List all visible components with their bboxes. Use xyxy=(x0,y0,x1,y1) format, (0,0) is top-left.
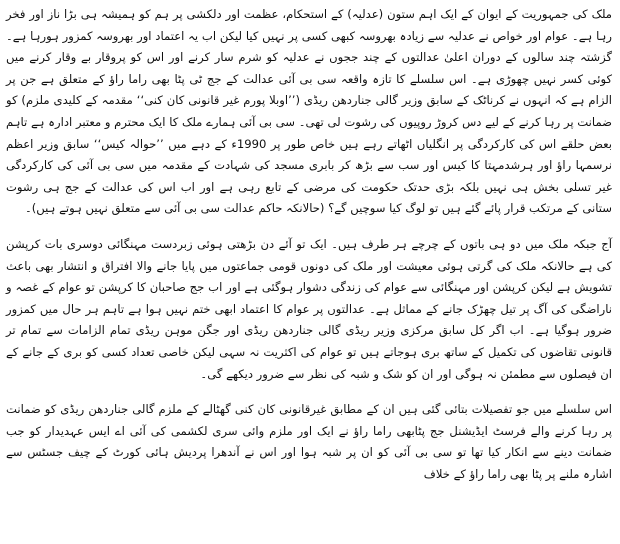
article-paragraph-1: ملک کی جمہوریت کے ایوان کے ایک اہم ستون (عدلیہ) کے استحکام، عظمت اور دلکشی پر ہم کو ہمیشہ ہی بڑا ناز اور فخر رہا ہے۔ عوام اور خواص نے عدلیہ سے زیادہ بھروسہ کبھی کسی پر نہیں کیا لیکن اب یہ اعتماد اور بھروسہ کمزور ہورہا ہے۔ گزشتہ چند سالوں کے دوران اعلیٰ عدالتوں کے چند ججوں نے عدلیہ کو شرم سار کرنے اور اس کو پروقار بے وقار کرنے میں کوئی کسر نہیں چھوڑی ہے۔ اس سلسلے کا تازہ واقعہ سی بی آئی عدالت کے جج ٹی پٹا بھی راما راؤ کے متعلق ہے جن پر الزام ہے کہ انہوں نے کرناٹک کے سابق وزیر گالی جناردھن ریڈی (’’اوبلا پورم غیر قانونی کان کنی‘‘ مقدمہ کے کلیدی ملزم) کو ضمانت پر رہا کرنے کے لیے دس کروڑ روپیوں کی رشوت لی تھی۔ سی بی آئی ہمارے ملک کا ایک محترم و معتبر ادارہ ہے تاہم بعض حلقے اس کی کارکردگی پر انگلیاں اٹھاتے رہے ہیں خاص طور پر 1990ء کے دہے میں ’’حوالہ کیس‘‘ سابق وزیر اعظم نرسمہا راؤ اور ہرشدمہتا کا کیس اور سب سے بڑھ کر بابری مسجد کی شہادت کے مقدمہ میں سی بی آئی کی کارکردگی غیر تسلی بخش ہی نہیں بلکہ بڑی حدتک حکومت کی مرضی کے تابع رہی ہے اور اب اس کی عدالت کے جج ہی رشوت ستانی کے مرتکب قرار پائے گئے ہیں تو لوگ کیا سوچیں گے؟ (حالانکہ حاکم عدالت سی بی آئی سے متعلق نہیں ہوتے ہیں)۔ xyxy=(6,7,612,216)
article-paragraph-3: اس سلسلے میں جو تفصیلات بتائی گئی ہیں ان کے مطابق غیرقانونی کان کنی گھٹالے کے ملزم گالی جناردھن ریڈی کو ضمانت پر رہا کرنے والے فرسٹ ایڈیشنل جج پٹابھی راما راؤ نے ایک اور ملزم وائی سری لکشمی کی آئی اے ایس عہدیدار کو جب ضمانت دینے سے انکار کیا تھا تو سی بی آئی کو ان پر شبہ ہوا اور اس نے آندھرا پردیش ہائی کورٹ کے چیف جسٹس سے اشارہ ملنے پر پٹا بھی راما راؤ کے خلاف xyxy=(6,402,612,481)
article-paragraph-2: آج جبکہ ملک میں دو ہی باتوں کے چرچے ہر طرف ہیں۔ ایک تو آئے دن بڑھتی ہوئی زبردست مہنگائی دوسری بات کرپشن کی ہے حالانکہ ملک کی گرتی ہوئی معیشت اور ملک کی دونوں قومی جماعتوں میں پایا جانے والا افتراق و انتشار بھی باعث تشویش ہے لیکن کرپشن اور مہنگائی سے عوام کی زندگی دشوار ہوگئی ہے اور اب جج صاحبان کا کرپشن تو عوام کے غصہ و ناراضگی کی آگ پر تیل چھڑک جانے کے مماثل ہے۔ عدالتوں پر عوام کا اعتماد ابھی ختم نہیں ہوا ہے تاہم ہر حال میں کمزور ضرور ہوگیا ہے۔ اب اگر کل سابق مرکزی وزیر ریڈی گالی جناردھن ریڈی اور جگن موہن ریڈی تمام الزامات سے تمام تر قانونی تقاضوں کی تکمیل کے ساتھ بری ہوجاتے ہیں تو عوام کی اکثریت نہ سہی لیکن خاصی تعداد کسی کو بری کے جانے کے ان فیصلوں سے مطمئن نہ ہوگی اور ان کو شک و شبہ کی نظر سے ضرور دیکھے گی۔ xyxy=(6,236,612,381)
article-body xyxy=(6,4,612,485)
